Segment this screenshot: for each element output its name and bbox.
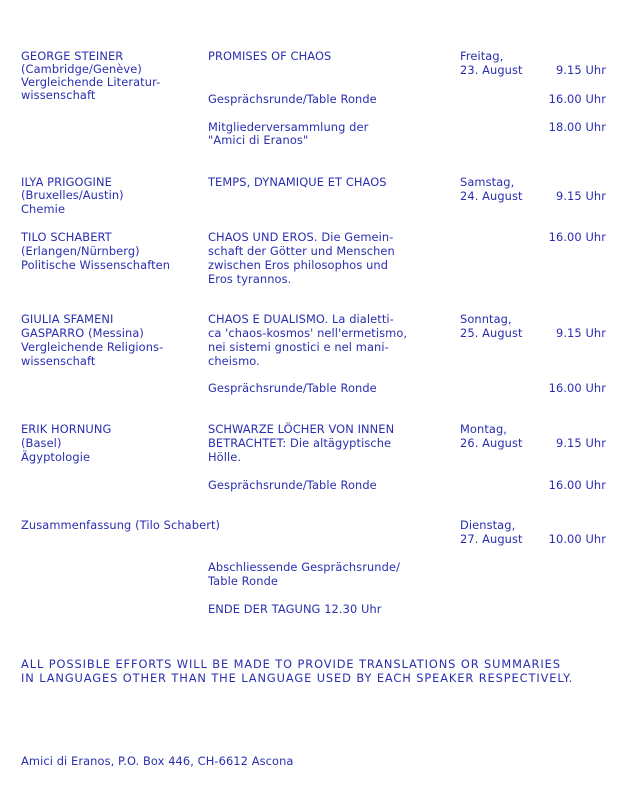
speaker-affiliation: GASPARRO (Messina) <box>21 326 144 340</box>
speaker-name: ILYA PRIGOGINE <box>21 175 112 189</box>
speaker-field: Ägyptologie <box>21 450 91 464</box>
speaker-field: Politische Wissenschaften <box>21 258 171 272</box>
talk-title: schaft der Götter und Menschen <box>208 244 395 258</box>
summary-day: Dienstag, <box>460 518 516 532</box>
translation-notice: IN LANGUAGES OTHER THAN THE LANGUAGE USED BY EACH SPEAKER RESPECTIVELY. <box>21 671 574 685</box>
speaker-field: wissenschaft <box>21 354 96 368</box>
discussion-label: Gesprächsrunde/Table Ronde <box>208 381 377 395</box>
talk-title: ca 'chaos-kosmos' nell'ermetismo, <box>208 326 408 340</box>
summary-time: 10.00 Uhr <box>548 532 606 546</box>
speaker-affiliation: (Bruxelles/Austin) <box>21 188 124 202</box>
speaker-field: wissenschaft <box>21 88 96 102</box>
meeting-label: Mitgliederversammlung der <box>208 120 369 134</box>
speaker-name: TILO SCHABERT <box>21 230 112 244</box>
session-day: Samstag, <box>460 175 515 189</box>
speaker-field: Vergleichende Religions- <box>21 340 164 354</box>
closing-discussion: Abschliessende Gesprächsrunde/ <box>208 560 401 574</box>
session-time: 9.15 Uhr <box>555 63 606 77</box>
speaker-affiliation: (Basel) <box>21 436 62 450</box>
talk-title: CHAOS E DUALISMO. La dialetti- <box>208 312 394 326</box>
session-time: 9.15 Uhr <box>555 436 606 450</box>
talk-title: Eros tyrannos. <box>208 272 292 286</box>
talk-title: PROMISES OF CHAOS <box>208 49 332 63</box>
talk-title: cheismo. <box>208 354 260 368</box>
speaker-affiliation: (Cambridge/Genève) <box>21 62 142 76</box>
talk-title: nei sistemi gnostici e nel mani- <box>208 340 389 354</box>
session-day: Sonntag, <box>460 312 512 326</box>
closing-discussion: Table Ronde <box>208 574 279 588</box>
talk-title: zwischen Eros philosophos und <box>208 258 389 272</box>
session-date: 23. August <box>460 63 523 77</box>
discussion-time: 16.00 Uhr <box>548 381 606 395</box>
meeting-label: "Amici di Eranos" <box>208 133 309 147</box>
discussion-label: Gesprächsrunde/Table Ronde <box>208 478 377 492</box>
session-date: 25. August <box>460 326 523 340</box>
discussion-time: 16.00 Uhr <box>548 92 606 106</box>
talk-title: Hölle. <box>208 450 242 464</box>
footer-address: Amici di Eranos, P.O. Box 446, CH-6612 Ascona <box>21 754 294 768</box>
speaker-name: GIULIA SFAMENI <box>21 312 114 326</box>
talk-title: BETRACHTET: Die altägyptische <box>208 436 392 450</box>
speaker-field: Vergleichende Literatur- <box>21 75 161 89</box>
discussion-label: Gesprächsrunde/Table Ronde <box>208 92 377 106</box>
session-time: 9.15 Uhr <box>555 189 606 203</box>
talk-title: TEMPS, DYNAMIQUE ET CHAOS <box>208 175 387 189</box>
talk-title: SCHWARZE LÖCHER VON INNEN <box>208 422 395 436</box>
session-time: 16.00 Uhr <box>548 230 606 244</box>
summary-date: 27. August <box>460 532 523 546</box>
speaker-name: ERIK HORNUNG <box>21 422 112 436</box>
discussion-time: 16.00 Uhr <box>548 478 606 492</box>
session-date: 24. August <box>460 189 523 203</box>
speaker-name: GEORGE STEINER <box>21 49 124 63</box>
summary-label: Zusammenfassung (Tilo Schabert) <box>21 518 221 532</box>
speaker-affiliation: (Erlangen/Nürnberg) <box>21 244 140 258</box>
session-day: Montag, <box>460 422 508 436</box>
talk-title: CHAOS UND EROS. Die Gemein- <box>208 230 394 244</box>
session-time: 9.15 Uhr <box>555 326 606 340</box>
session-day: Freitag, <box>460 49 504 63</box>
meeting-time: 18.00 Uhr <box>548 120 606 134</box>
session-date: 26. August <box>460 436 523 450</box>
speaker-field: Chemie <box>21 202 66 216</box>
conference-end: ENDE DER TAGUNG 12.30 Uhr <box>208 602 382 616</box>
translation-notice: ALL POSSIBLE EFFORTS WILL BE MADE TO PROVIDE TRANSLATIONS OR SUMMARIES <box>21 657 561 671</box>
